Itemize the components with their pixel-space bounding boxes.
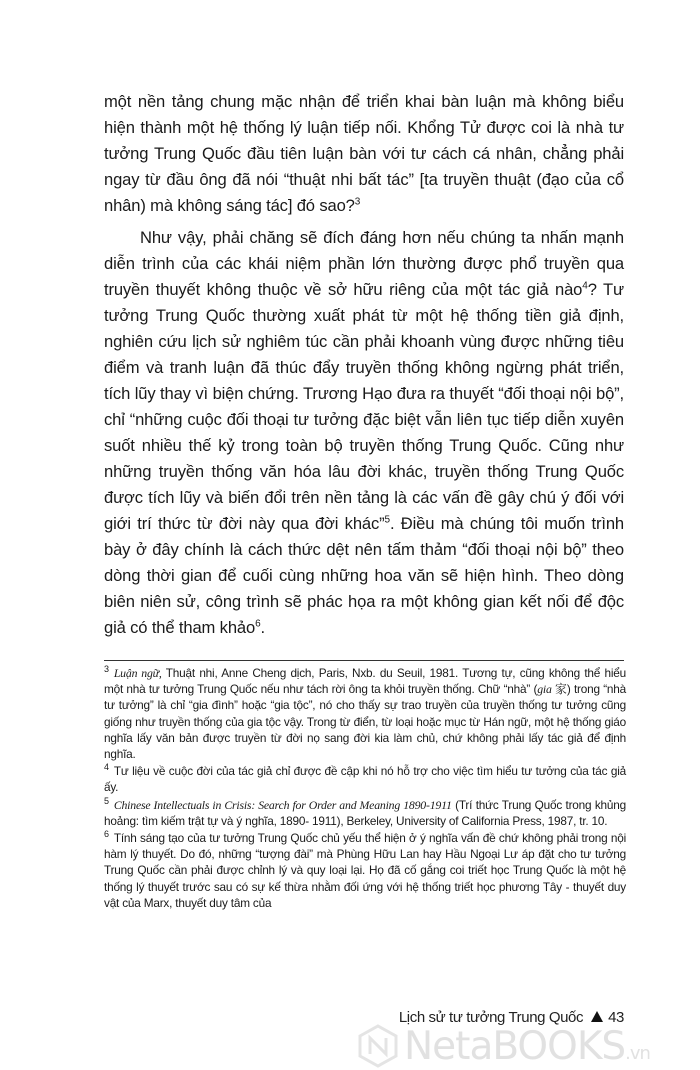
footnote-italic-term: gia	[537, 682, 552, 697]
paragraph-2-text-b: ? Tư tưởng Trung Quốc thường xuất phát từ một hệ thống tiền giả định, nghiên cứu lịch sử nghiêm túc cần phải khoanh vùng được những tiêu điểm và tranh luận đã thúc đẩy truyền thống không ngừng phát triển, tích lũy thay vì biện chứng. Trương Hạo đưa ra thuyết “đối thoại nội bộ”, chỉ “những cuộc đối thoại tư tưởng đặc biệt vẫn liên tục tiếp diễn xuyên suốt nhiều thế kỷ trong toàn bộ truyền thống Trung Quốc. Cũng như những truyền thống văn hóa lâu đời khác, truyền thống Trung Quốc được tích lũy và biến đổi trên nền tảng là các vấn đề gây chú ý đối với giới trí thức từ đời này qua đời khác”	[104, 280, 624, 533]
footnote-number: 6	[104, 829, 109, 840]
footnote-text: (Trí thức Trung Quốc trong khủng hoảng: tìm kiếm trật tự và ý nghĩa, 1890‑ 1911), Berkeley, University of California Press, 1987, tr. 10.	[104, 797, 626, 828]
footnote-3	[104, 665, 626, 762]
paragraph-2-end: .	[260, 618, 265, 637]
watermark-text	[404, 1024, 650, 1069]
page-number: 43	[608, 1009, 624, 1026]
running-title: Lịch sử tư tưởng Trung Quốc	[398, 1009, 584, 1026]
footnote-number: 5	[104, 795, 109, 806]
footnote-text-continued: 家) trong “nhà tư tưởng” là chỉ “gia đình” hoặc “gia tộc”, nó cho thấy sự trao truyền của truyền thống tư tưởng cũng giống như truyền thống của gia tộc vậy. Trong từ điển, từ loại hoặc mục từ Hán ngữ, một hệ thống giáo nghĩa lấy văn bản được truyền từ đời nọ sang đời kia làm chủ, chứ không phải lấy tác giả để định nghĩa.	[104, 682, 626, 762]
body-paragraph-2	[104, 225, 624, 641]
footnote-number: 4	[104, 762, 109, 773]
footnote-ref-5: 5	[384, 514, 390, 526]
paragraph-2-text-a: Như vậy, phải chăng sẽ đích đáng hơn nếu chúng ta nhấn mạnh diễn trình của các khái niệm phần lớn thường được phổ truyền qua truyền thuyết không thuộc về sở hữu riêng của một tác giả nào	[104, 228, 624, 299]
footnote-italic-title: Chinese Intellectuals in Crisis: Search for Order and Meaning 1890-1911	[113, 797, 452, 812]
watermark	[356, 1024, 686, 1068]
watermark-suffix: .vn	[625, 1043, 650, 1064]
watermark-brand: NetaBOOKS	[404, 1024, 626, 1069]
footnote-4	[104, 763, 626, 795]
body-paragraph-1	[104, 89, 624, 219]
netabooks-logo-icon	[356, 1024, 400, 1068]
footnote-italic-title: Luận ngữ,	[113, 666, 162, 680]
footnote-6	[104, 830, 626, 911]
footnote-text: Tư liệu về cuộc đời của tác giả chỉ được đề cập khi nó hỗ trợ cho việc tìm hiểu tư tưởng của tác giả ấy.	[104, 764, 626, 795]
footnote-number: 3	[104, 664, 109, 675]
footnote-text: Tính sáng tạo của tư tưởng Trung Quốc chủ yếu thể hiện ở ý nghĩa vấn đề chứ không phải trong nội hàm lý thuyết. Do đó, những “tượng đài” mà Phùng Hữu Lan hay Hầu Ngoại Lư áp đặt cho tư tưởng Trung Quốc cần phải được chỉnh lý và quy loại lại. Họ đã cố gắng coi triết học Trung Quốc là một hệ thống lý thuyết trước sau có sự kế thừa nhằm đối ứng với hệ thống triết học phương Tây ‑ thuyết duy vật của Marx, thuyết duy tâm của	[104, 831, 626, 910]
footnotes-section	[104, 665, 626, 912]
paragraph-2-text-c: . Điều mà chúng tôi muốn trình bày ở đây chính là cách thức dệt nên tấm thảm “đối thoại nội bộ” theo dòng thời gian để cuối cùng những hoa văn sẽ hiện hình. Theo dòng biên niên sử, công trình sẽ phác họa ra một không gian kết nối để độc giả có thể tham khảo	[104, 514, 624, 637]
footnote-ref-3: 3	[354, 196, 361, 208]
footnote-text: Thuật nhi, Anne Cheng dịch, Paris, Nxb. du Seuil, 1981. Tương tự, cũng không thể hiểu một nhà tư tưởng Trung Quốc nếu như tách rời ông ta khỏi truyền thống. Chữ “nhà” (	[104, 666, 626, 697]
triangle-icon	[591, 1011, 603, 1022]
footnote-ref-6: 6	[255, 618, 261, 630]
footnote-ref-4: 4	[582, 280, 588, 292]
footnote-divider	[104, 660, 624, 661]
paragraph-1-text: một nền tảng chung mặc nhận để triển khai bàn luận mà không biểu hiện thành một hệ thống lý luận tiếp nối. Khổng Tử được coi là nhà tư tưởng Trung Quốc đầu tiên luận bàn với tư cách cá nhân, chẳng phải ngay từ đầu ông đã nói “thuật nhi bất tác” [ta truyền thuật (đạo của cổ nhân) mà không sáng tác] đó sao?	[104, 92, 624, 215]
footnote-5	[104, 797, 626, 829]
